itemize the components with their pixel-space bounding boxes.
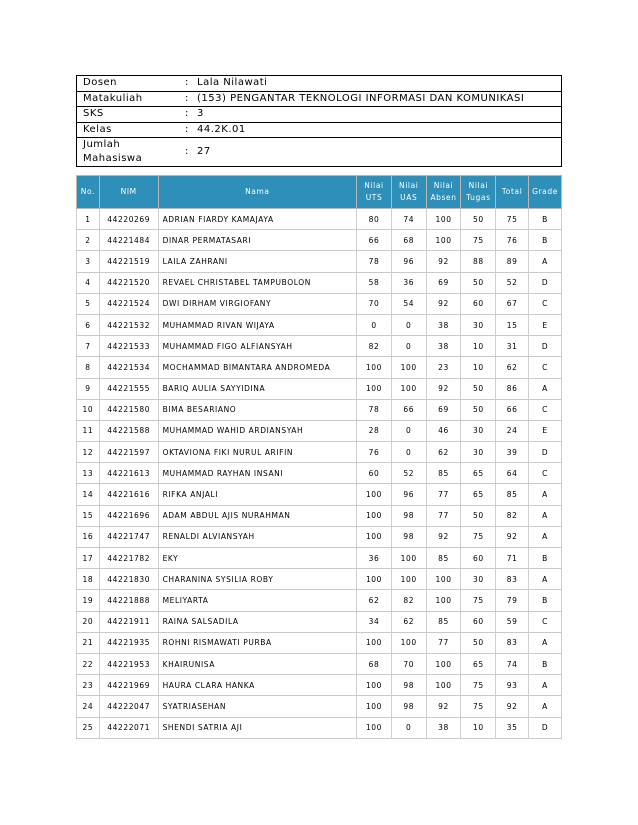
table-row bbox=[77, 675, 562, 696]
cell-total: 79 bbox=[496, 590, 529, 611]
cell-nilai-uts: 58 bbox=[357, 272, 392, 293]
cell-nilai-uas: 98 bbox=[391, 526, 426, 547]
cell-grade: A bbox=[529, 505, 562, 526]
cell-no: 14 bbox=[77, 484, 100, 505]
cell-no: 8 bbox=[77, 357, 100, 378]
info-row bbox=[77, 91, 562, 107]
cell-nilai-tugas: 60 bbox=[461, 548, 496, 569]
table-row bbox=[77, 209, 562, 230]
cell-nilai-uts: 68 bbox=[357, 653, 392, 674]
cell-nilai-uts: 100 bbox=[357, 378, 392, 399]
cell-total: 62 bbox=[496, 357, 529, 378]
cell-nilai-absen: 92 bbox=[426, 293, 461, 314]
cell-nilai-absen: 69 bbox=[426, 399, 461, 420]
cell-nama: LAILA ZAHRANI bbox=[158, 251, 357, 272]
cell-nilai-uas: 0 bbox=[391, 420, 426, 441]
cell-no: 20 bbox=[77, 611, 100, 632]
cell-grade: B bbox=[529, 548, 562, 569]
table-row bbox=[77, 653, 562, 674]
cell-grade: A bbox=[529, 378, 562, 399]
cell-nim: 44221613 bbox=[99, 463, 158, 484]
cell-nilai-absen: 100 bbox=[426, 590, 461, 611]
cell-nilai-tugas: 88 bbox=[461, 251, 496, 272]
table-row bbox=[77, 611, 562, 632]
info-colon: : bbox=[185, 146, 189, 158]
cell-nilai-uas: 100 bbox=[391, 632, 426, 653]
cell-no: 6 bbox=[77, 314, 100, 335]
cell-no: 15 bbox=[77, 505, 100, 526]
cell-nilai-tugas: 65 bbox=[461, 484, 496, 505]
cell-nama: KHAIRUNISA bbox=[158, 653, 357, 674]
cell-grade: B bbox=[529, 590, 562, 611]
cell-no: 19 bbox=[77, 590, 100, 611]
cell-grade: A bbox=[529, 526, 562, 547]
cell-nilai-uts: 100 bbox=[357, 717, 392, 738]
cell-grade: E bbox=[529, 420, 562, 441]
cell-nilai-tugas: 30 bbox=[461, 442, 496, 463]
info-label: Jumlah Mahasiswa bbox=[77, 138, 180, 167]
cell-nim: 44221782 bbox=[99, 548, 158, 569]
cell-nilai-uas: 70 bbox=[391, 653, 426, 674]
cell-nama: DINAR PERMATASARI bbox=[158, 230, 357, 251]
info-colon: : bbox=[185, 92, 189, 104]
cell-nilai-absen: 92 bbox=[426, 378, 461, 399]
cell-total: 66 bbox=[496, 399, 529, 420]
cell-nilai-uas: 98 bbox=[391, 696, 426, 717]
cell-nilai-tugas: 65 bbox=[461, 653, 496, 674]
cell-total: 74 bbox=[496, 653, 529, 674]
cell-nilai-absen: 23 bbox=[426, 357, 461, 378]
cell-nilai-uts: 82 bbox=[357, 336, 392, 357]
info-value-cell bbox=[179, 122, 562, 138]
cell-nama: MUHAMMAD WAHID ARDIANSYAH bbox=[158, 420, 357, 441]
cell-nilai-tugas: 60 bbox=[461, 293, 496, 314]
cell-no: 18 bbox=[77, 569, 100, 590]
cell-nim: 44221580 bbox=[99, 399, 158, 420]
cell-nim: 44221935 bbox=[99, 632, 158, 653]
cell-grade: C bbox=[529, 611, 562, 632]
cell-nilai-tugas: 10 bbox=[461, 357, 496, 378]
cell-no: 3 bbox=[77, 251, 100, 272]
header-nilai-uas: Nilai UAS bbox=[391, 176, 426, 209]
cell-total: 15 bbox=[496, 314, 529, 335]
table-row bbox=[77, 632, 562, 653]
table-row bbox=[77, 251, 562, 272]
cell-nim: 44221747 bbox=[99, 526, 158, 547]
cell-nama: MUHAMMAD FIGO ALFIANSYAH bbox=[158, 336, 357, 357]
cell-nilai-uas: 96 bbox=[391, 484, 426, 505]
cell-nim: 44221533 bbox=[99, 336, 158, 357]
cell-nilai-uas: 82 bbox=[391, 590, 426, 611]
cell-nama: RAINA SALSADILA bbox=[158, 611, 357, 632]
cell-no: 22 bbox=[77, 653, 100, 674]
cell-no: 25 bbox=[77, 717, 100, 738]
cell-nama: BARIQ AULIA SAYYIDINA bbox=[158, 378, 357, 399]
cell-nilai-tugas: 30 bbox=[461, 314, 496, 335]
cell-nilai-uts: 100 bbox=[357, 632, 392, 653]
cell-total: 82 bbox=[496, 505, 529, 526]
cell-nama: ADAM ABDUL AJIS NURAHMAN bbox=[158, 505, 357, 526]
cell-nilai-absen: 46 bbox=[426, 420, 461, 441]
cell-grade: A bbox=[529, 696, 562, 717]
cell-nilai-uas: 100 bbox=[391, 357, 426, 378]
cell-total: 67 bbox=[496, 293, 529, 314]
cell-nama: REVAEL CHRISTABEL TAMPUBOLON bbox=[158, 272, 357, 293]
cell-grade: A bbox=[529, 484, 562, 505]
cell-nilai-tugas: 50 bbox=[461, 505, 496, 526]
cell-grade: B bbox=[529, 653, 562, 674]
header-total: Total bbox=[496, 176, 529, 209]
cell-no: 7 bbox=[77, 336, 100, 357]
cell-total: 31 bbox=[496, 336, 529, 357]
cell-nilai-tugas: 60 bbox=[461, 611, 496, 632]
info-value-cell bbox=[179, 91, 562, 107]
cell-grade: E bbox=[529, 314, 562, 335]
cell-nim: 44221520 bbox=[99, 272, 158, 293]
cell-nilai-uts: 60 bbox=[357, 463, 392, 484]
cell-nim: 44221911 bbox=[99, 611, 158, 632]
table-row bbox=[77, 378, 562, 399]
cell-nilai-absen: 85 bbox=[426, 463, 461, 484]
cell-nilai-uts: 80 bbox=[357, 209, 392, 230]
cell-nilai-tugas: 50 bbox=[461, 272, 496, 293]
cell-nilai-uas: 52 bbox=[391, 463, 426, 484]
info-value: Lala Nilawati bbox=[197, 77, 268, 89]
cell-nilai-tugas: 30 bbox=[461, 420, 496, 441]
cell-nilai-uts: 100 bbox=[357, 569, 392, 590]
cell-total: 83 bbox=[496, 632, 529, 653]
cell-total: 76 bbox=[496, 230, 529, 251]
cell-nilai-absen: 85 bbox=[426, 611, 461, 632]
header-grade: Grade bbox=[529, 176, 562, 209]
cell-nilai-absen: 85 bbox=[426, 548, 461, 569]
info-value: 44.2K.01 bbox=[197, 124, 246, 136]
cell-nama: CHARANINA SYSILIA ROBY bbox=[158, 569, 357, 590]
table-row bbox=[77, 314, 562, 335]
cell-nilai-absen: 100 bbox=[426, 569, 461, 590]
grades-header-row bbox=[77, 176, 562, 209]
table-row bbox=[77, 569, 562, 590]
cell-nim: 44220269 bbox=[99, 209, 158, 230]
header-nilai-absen: Nilai Absen bbox=[426, 176, 461, 209]
table-row bbox=[77, 420, 562, 441]
cell-nilai-uas: 100 bbox=[391, 569, 426, 590]
cell-nilai-tugas: 30 bbox=[461, 569, 496, 590]
info-colon: : bbox=[185, 124, 189, 136]
cell-no: 9 bbox=[77, 378, 100, 399]
cell-nilai-uas: 98 bbox=[391, 505, 426, 526]
cell-nama: BIMA BESARIANO bbox=[158, 399, 357, 420]
cell-nim: 44221696 bbox=[99, 505, 158, 526]
cell-nama: SYATRIASEHAN bbox=[158, 696, 357, 717]
cell-total: 64 bbox=[496, 463, 529, 484]
cell-total: 83 bbox=[496, 569, 529, 590]
cell-nilai-tugas: 75 bbox=[461, 675, 496, 696]
cell-nama: ADRIAN FIARDY KAMAJAYA bbox=[158, 209, 357, 230]
header-nilai-uts: Nilai UTS bbox=[357, 176, 392, 209]
cell-total: 35 bbox=[496, 717, 529, 738]
cell-nim: 44221953 bbox=[99, 653, 158, 674]
cell-grade: B bbox=[529, 209, 562, 230]
cell-total: 24 bbox=[496, 420, 529, 441]
cell-total: 89 bbox=[496, 251, 529, 272]
cell-nilai-uts: 70 bbox=[357, 293, 392, 314]
cell-nim: 44221524 bbox=[99, 293, 158, 314]
course-info-table bbox=[76, 75, 562, 167]
cell-no: 12 bbox=[77, 442, 100, 463]
cell-no: 10 bbox=[77, 399, 100, 420]
cell-nilai-absen: 77 bbox=[426, 484, 461, 505]
cell-nilai-uas: 0 bbox=[391, 442, 426, 463]
cell-nama: MUHAMMAD RIVAN WIJAYA bbox=[158, 314, 357, 335]
cell-nilai-absen: 92 bbox=[426, 251, 461, 272]
cell-nilai-absen: 38 bbox=[426, 314, 461, 335]
info-value: 3 bbox=[197, 108, 204, 120]
table-row bbox=[77, 696, 562, 717]
cell-nilai-uts: 66 bbox=[357, 230, 392, 251]
cell-nilai-tugas: 50 bbox=[461, 399, 496, 420]
cell-nim: 44221597 bbox=[99, 442, 158, 463]
cell-nama: ROHNI RISMAWATI PURBA bbox=[158, 632, 357, 653]
cell-total: 59 bbox=[496, 611, 529, 632]
cell-total: 71 bbox=[496, 548, 529, 569]
cell-nilai-absen: 69 bbox=[426, 272, 461, 293]
cell-nilai-uas: 54 bbox=[391, 293, 426, 314]
cell-nim: 44221830 bbox=[99, 569, 158, 590]
info-colon: : bbox=[185, 108, 189, 120]
info-label: Kelas bbox=[77, 122, 180, 138]
cell-nama: DWI DIRHAM VIRGIOFANY bbox=[158, 293, 357, 314]
cell-total: 52 bbox=[496, 272, 529, 293]
table-row bbox=[77, 548, 562, 569]
info-value: 27 bbox=[197, 146, 211, 158]
cell-nilai-absen: 77 bbox=[426, 505, 461, 526]
info-label: SKS bbox=[77, 107, 180, 123]
table-row bbox=[77, 717, 562, 738]
cell-nilai-uts: 100 bbox=[357, 505, 392, 526]
cell-no: 23 bbox=[77, 675, 100, 696]
cell-nilai-uts: 100 bbox=[357, 484, 392, 505]
cell-nama: OKTAVIONA FIKI NURUL ARIFIN bbox=[158, 442, 357, 463]
cell-nilai-tugas: 75 bbox=[461, 590, 496, 611]
table-row bbox=[77, 293, 562, 314]
cell-nilai-uas: 62 bbox=[391, 611, 426, 632]
cell-nilai-absen: 100 bbox=[426, 230, 461, 251]
info-value-cell bbox=[179, 138, 562, 167]
info-row bbox=[77, 122, 562, 138]
cell-nama: MELIYARTA bbox=[158, 590, 357, 611]
info-colon: : bbox=[185, 77, 189, 89]
cell-nim: 44222047 bbox=[99, 696, 158, 717]
header-nim: NIM bbox=[99, 176, 158, 209]
info-row bbox=[77, 76, 562, 92]
cell-nilai-uts: 78 bbox=[357, 399, 392, 420]
cell-nilai-absen: 92 bbox=[426, 526, 461, 547]
cell-nim: 44221616 bbox=[99, 484, 158, 505]
table-row bbox=[77, 463, 562, 484]
table-row bbox=[77, 399, 562, 420]
cell-total: 93 bbox=[496, 675, 529, 696]
cell-total: 75 bbox=[496, 209, 529, 230]
table-row bbox=[77, 357, 562, 378]
cell-no: 13 bbox=[77, 463, 100, 484]
cell-nim: 44222071 bbox=[99, 717, 158, 738]
cell-nim: 44221484 bbox=[99, 230, 158, 251]
table-row bbox=[77, 442, 562, 463]
cell-total: 39 bbox=[496, 442, 529, 463]
cell-nilai-uas: 0 bbox=[391, 314, 426, 335]
cell-grade: A bbox=[529, 632, 562, 653]
cell-grade: D bbox=[529, 717, 562, 738]
cell-nama: MUHAMMAD RAYHAN INSANI bbox=[158, 463, 357, 484]
cell-nilai-absen: 62 bbox=[426, 442, 461, 463]
cell-no: 2 bbox=[77, 230, 100, 251]
cell-nilai-uts: 28 bbox=[357, 420, 392, 441]
table-row bbox=[77, 272, 562, 293]
cell-nilai-tugas: 50 bbox=[461, 632, 496, 653]
cell-nama: RIFKA ANJALI bbox=[158, 484, 357, 505]
cell-no: 1 bbox=[77, 209, 100, 230]
cell-nilai-absen: 100 bbox=[426, 675, 461, 696]
table-row bbox=[77, 230, 562, 251]
cell-nilai-uts: 100 bbox=[357, 526, 392, 547]
cell-nilai-uas: 100 bbox=[391, 548, 426, 569]
cell-nilai-uas: 36 bbox=[391, 272, 426, 293]
cell-nilai-uts: 76 bbox=[357, 442, 392, 463]
cell-nim: 44221969 bbox=[99, 675, 158, 696]
cell-nilai-uts: 62 bbox=[357, 590, 392, 611]
table-row bbox=[77, 484, 562, 505]
table-row bbox=[77, 336, 562, 357]
cell-grade: D bbox=[529, 272, 562, 293]
cell-nilai-uas: 68 bbox=[391, 230, 426, 251]
cell-nilai-tugas: 75 bbox=[461, 526, 496, 547]
cell-grade: A bbox=[529, 675, 562, 696]
cell-no: 16 bbox=[77, 526, 100, 547]
header-no: No. bbox=[77, 176, 100, 209]
cell-nilai-uas: 96 bbox=[391, 251, 426, 272]
cell-grade: C bbox=[529, 293, 562, 314]
info-label: Matakuliah bbox=[77, 91, 180, 107]
info-value-cell bbox=[179, 107, 562, 123]
cell-nilai-uas: 100 bbox=[391, 378, 426, 399]
cell-nim: 44221588 bbox=[99, 420, 158, 441]
cell-nim: 44221888 bbox=[99, 590, 158, 611]
cell-nilai-uts: 36 bbox=[357, 548, 392, 569]
cell-nama: HAURA CLARA HANKA bbox=[158, 675, 357, 696]
cell-grade: D bbox=[529, 442, 562, 463]
cell-nim: 44221519 bbox=[99, 251, 158, 272]
header-nama: Nama bbox=[158, 176, 357, 209]
cell-nilai-uas: 66 bbox=[391, 399, 426, 420]
cell-no: 11 bbox=[77, 420, 100, 441]
cell-nim: 44221534 bbox=[99, 357, 158, 378]
info-value-cell bbox=[179, 76, 562, 92]
cell-nim: 44221532 bbox=[99, 314, 158, 335]
cell-grade: C bbox=[529, 399, 562, 420]
cell-nilai-absen: 92 bbox=[426, 696, 461, 717]
grades-table bbox=[76, 175, 562, 739]
cell-nilai-uts: 0 bbox=[357, 314, 392, 335]
cell-grade: C bbox=[529, 463, 562, 484]
cell-nilai-absen: 100 bbox=[426, 653, 461, 674]
table-row bbox=[77, 590, 562, 611]
cell-nilai-absen: 100 bbox=[426, 209, 461, 230]
info-row bbox=[77, 138, 562, 167]
cell-no: 21 bbox=[77, 632, 100, 653]
cell-nilai-uas: 0 bbox=[391, 717, 426, 738]
cell-grade: D bbox=[529, 336, 562, 357]
cell-nama: SHENDI SATRIA AJI bbox=[158, 717, 357, 738]
cell-no: 5 bbox=[77, 293, 100, 314]
cell-nilai-tugas: 50 bbox=[461, 378, 496, 399]
info-value: (153) PENGANTAR TEKNOLOGI INFORMASI DAN KOMUNIKASI bbox=[197, 92, 525, 104]
cell-nilai-tugas: 10 bbox=[461, 717, 496, 738]
header-nilai-tugas: Nilai Tugas bbox=[461, 176, 496, 209]
cell-grade: A bbox=[529, 251, 562, 272]
cell-total: 92 bbox=[496, 696, 529, 717]
cell-grade: B bbox=[529, 230, 562, 251]
cell-nilai-uts: 100 bbox=[357, 696, 392, 717]
cell-no: 4 bbox=[77, 272, 100, 293]
info-row bbox=[77, 107, 562, 123]
cell-nilai-tugas: 10 bbox=[461, 336, 496, 357]
cell-nilai-uts: 100 bbox=[357, 357, 392, 378]
cell-nilai-uas: 74 bbox=[391, 209, 426, 230]
cell-nilai-tugas: 65 bbox=[461, 463, 496, 484]
info-label: Dosen bbox=[77, 76, 180, 92]
cell-grade: C bbox=[529, 357, 562, 378]
cell-nilai-uas: 98 bbox=[391, 675, 426, 696]
cell-nilai-uts: 34 bbox=[357, 611, 392, 632]
cell-nilai-absen: 77 bbox=[426, 632, 461, 653]
cell-nama: MOCHAMMAD BIMANTARA ANDROMEDA bbox=[158, 357, 357, 378]
cell-grade: A bbox=[529, 569, 562, 590]
cell-total: 86 bbox=[496, 378, 529, 399]
cell-total: 92 bbox=[496, 526, 529, 547]
table-row bbox=[77, 505, 562, 526]
cell-no: 17 bbox=[77, 548, 100, 569]
cell-nilai-uts: 100 bbox=[357, 675, 392, 696]
cell-nilai-tugas: 75 bbox=[461, 230, 496, 251]
cell-no: 24 bbox=[77, 696, 100, 717]
cell-nilai-uts: 78 bbox=[357, 251, 392, 272]
cell-total: 85 bbox=[496, 484, 529, 505]
cell-nilai-absen: 38 bbox=[426, 717, 461, 738]
cell-nilai-uas: 0 bbox=[391, 336, 426, 357]
cell-nilai-absen: 38 bbox=[426, 336, 461, 357]
cell-nim: 44221555 bbox=[99, 378, 158, 399]
cell-nama: RENALDI ALVIANSYAH bbox=[158, 526, 357, 547]
cell-nilai-tugas: 75 bbox=[461, 696, 496, 717]
cell-nama: EKY bbox=[158, 548, 357, 569]
table-row bbox=[77, 526, 562, 547]
cell-nilai-tugas: 50 bbox=[461, 209, 496, 230]
